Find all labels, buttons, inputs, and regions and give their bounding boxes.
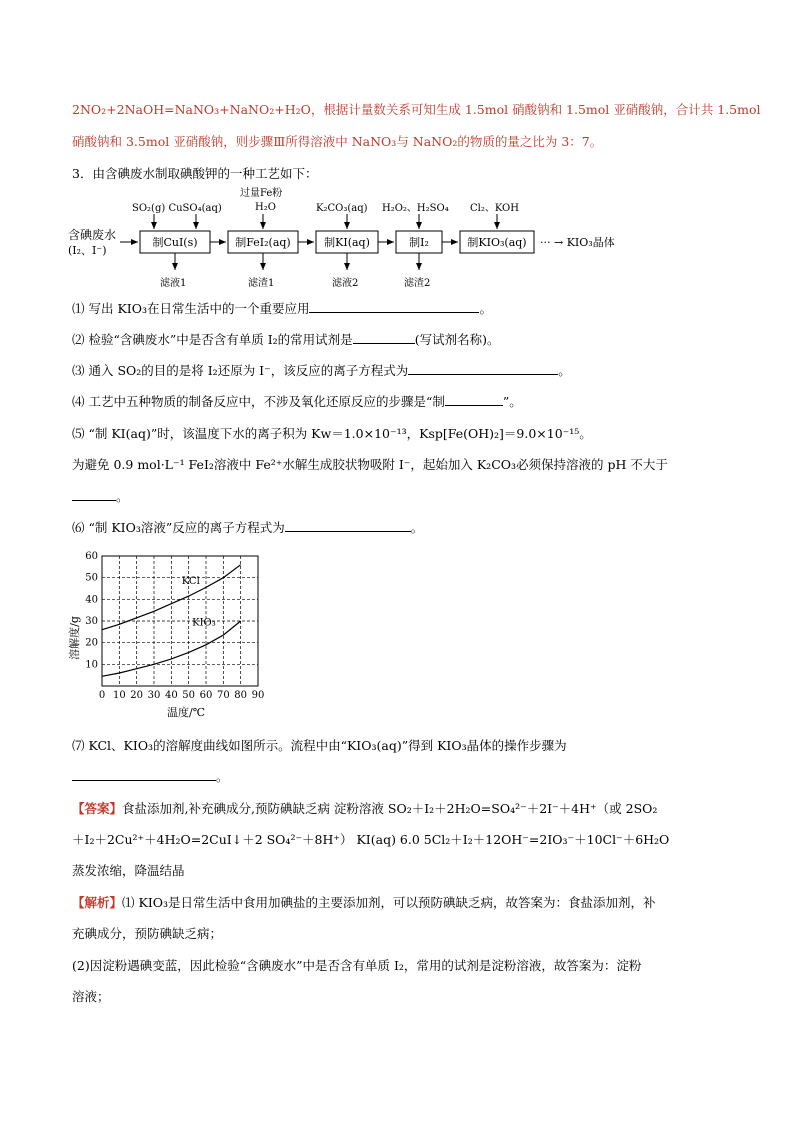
question-4-end: ”。: [502, 394, 522, 409]
flow-start-sublabel: (I₂、I⁻): [68, 244, 107, 257]
answer-line-2: ＋I₂＋2Cu²⁺＋4H₂O=2CuI↓＋2 SO₄²⁻＋8H⁺） KI(aq) 6.0 5Cl₂＋I₂＋12OH⁻=2IO₃⁻＋10Cl⁻＋6H₂O: [72, 832, 670, 847]
answer-line-1: [72, 800, 657, 818]
answer-blank[interactable]: [445, 393, 503, 406]
question-7-period: 。: [216, 769, 229, 784]
question-3-text: ⑶ 通入 SO₂的目的是将 I₂还原为 I⁻，该反应的离子方程式为: [72, 363, 409, 378]
answer-blank[interactable]: [353, 331, 415, 344]
question-6: [72, 519, 423, 537]
flow-output: 滤液2: [332, 278, 359, 289]
chart-xlabel: 温度/℃: [166, 706, 206, 719]
flow-output: 滤液1: [160, 278, 187, 289]
intro-line-1: 2NO₂+2NaOH=NaNO₃+NaNO₂+H₂O，根据计量数关系可知生成 1.5mol 硝酸钠和 1.5mol 亚硝酸钠，合计共 1.5mol: [72, 102, 761, 117]
question-5-period: 。: [116, 489, 129, 504]
flow-output: 滤渣1: [248, 278, 275, 289]
flow-reagent: H₂O₂、H₂SO₄: [382, 203, 449, 214]
chart-grid: [102, 556, 258, 686]
question-1-text: ⑴ 写出 KIO₃在日常生活中的一个重要应用: [72, 301, 310, 316]
analysis-text-1: ⑴ KIO₃是日常生活中食用加碘盐的主要添加剂，可以预防碘缺乏病，故答案为：食盐添加剂，补: [122, 895, 656, 910]
question-title: 3．由含碘废水制取碘酸钾的一种工艺如下：: [72, 166, 318, 181]
solubility-chart: [70, 548, 270, 720]
flow-reagent: SO₂(g) CuSO₄(aq): [132, 203, 222, 214]
y-tick-label: 10: [85, 659, 98, 671]
question-1-end: 。: [479, 301, 492, 316]
answer-blank[interactable]: [309, 300, 479, 313]
question-2-end: (写试剂名称)。: [414, 332, 500, 347]
question-3-end: 。: [558, 363, 571, 378]
answer-blank[interactable]: [285, 519, 411, 532]
flow-end-label: ··· → KIO₃晶体: [540, 236, 615, 249]
question-6-end: 。: [410, 520, 424, 535]
y-tick-label: 40: [85, 594, 98, 606]
answer-text-1: 食盐添加剂,补充碘成分,预防碘缺乏病 淀粉溶液 SO₂＋I₂＋2H₂O=SO₄²⁻＋2I⁻＋4H⁺（或 2SO₂: [122, 801, 658, 816]
process-flow-diagram: [60, 184, 660, 294]
x-tick-label: 70: [216, 690, 230, 701]
answer-tag: 【答案】: [72, 801, 123, 816]
x-tick-label: 90: [251, 690, 265, 701]
analysis-line-4: 溶液；: [72, 989, 110, 1004]
analysis-line-1: [72, 894, 656, 912]
answer-line-3: 蒸发浓缩，降温结晶: [72, 863, 185, 878]
question-2-text: ⑵ 检验“含碘废水”中是否含有单质 I₂的常用试剂是: [72, 332, 353, 347]
question-1: [72, 300, 492, 318]
question-5-cont: 为避免 0.9 mol·L⁻¹ FeI₂溶液中 Fe²⁺水解生成胶状物吸附 I⁻，起始加入 K₂CO₃必须保持溶液的 pH 不大于: [72, 457, 668, 472]
chart-ylabel: 溶解度/g: [68, 616, 81, 660]
question-4: [72, 393, 522, 411]
x-tick-label: 80: [234, 690, 248, 701]
question-7: ⑺ KCl、KIO₃的溶解度曲线如图所示。流程中由“KIO₃(aq)”得到 KIO₃晶体的操作步骤为: [72, 738, 567, 753]
analysis-line-2: 充碘成分，预防碘缺乏病；: [72, 926, 223, 941]
flow-reagent: 过量Fe粉: [240, 188, 283, 199]
answer-blank[interactable]: [72, 488, 116, 501]
question-5-end: [72, 488, 129, 506]
y-tick-label: 60: [85, 551, 98, 562]
x-tick-label: 10: [112, 690, 126, 701]
analysis-line-3: (2)因淀粉遇碘变蓝，因此检验“含碘废水”中是否含有单质 I₂，常用的试剂是淀粉溶液，故答案为：淀粉: [72, 958, 642, 973]
flow-box-label: 制I₂: [409, 236, 429, 249]
y-tick-label: 30: [85, 616, 98, 627]
question-7-end: [72, 768, 229, 786]
series-label: KIO₃: [192, 617, 216, 629]
analysis-tag: 【解析】: [72, 895, 123, 910]
flow-reagent: K₂CO₃(aq): [316, 203, 368, 214]
question-3: [72, 362, 571, 380]
flow-box-label: 制FeI₂(aq): [235, 236, 291, 249]
y-tick-label: 50: [85, 572, 98, 584]
question-4-text: ⑷ 工艺中五种物质的制备反应中，不涉及氧化还原反应的步骤是“制: [72, 394, 445, 409]
flow-reagent: H₂O: [255, 202, 276, 213]
answer-blank[interactable]: [408, 362, 558, 375]
intro-line-2: 硝酸钠和 3.5mol 亚硝酸钠，则步骤Ⅲ所得溶液中 NaNO₃与 NaNO₂的物质的量之比为 3：7。: [72, 134, 603, 149]
x-tick-label: 50: [182, 690, 196, 701]
flow-box-label: 制KI(aq): [324, 236, 370, 249]
x-tick-label: 0: [98, 690, 106, 701]
answer-blank[interactable]: [72, 768, 216, 781]
y-tick-label: 20: [85, 637, 98, 649]
flow-output: 滤渣2: [404, 278, 431, 289]
x-tick-label: 60: [199, 690, 213, 701]
flow-start-label: 含碘废水: [68, 228, 117, 242]
x-tick-label: 40: [164, 690, 178, 701]
question-2: [72, 331, 499, 349]
question-6-text: ⑹ “制 KIO₃溶液”反应的离子方程式为: [72, 520, 285, 535]
flow-box-label: 制CuI(s): [152, 236, 198, 249]
flow-box-label: 制KIO₃(aq): [467, 236, 527, 249]
question-5: ⑸ “制 KI(aq)”时，该温度下水的离子积为 Kw＝1.0×10⁻¹³，Ksp[Fe(OH)₂]＝9.0×10⁻¹⁵。: [72, 426, 592, 441]
series-label: KCl: [181, 576, 200, 588]
x-tick-label: 30: [147, 690, 161, 701]
x-tick-label: 20: [130, 690, 144, 701]
flow-reagent: Cl₂、KOH: [470, 203, 519, 214]
